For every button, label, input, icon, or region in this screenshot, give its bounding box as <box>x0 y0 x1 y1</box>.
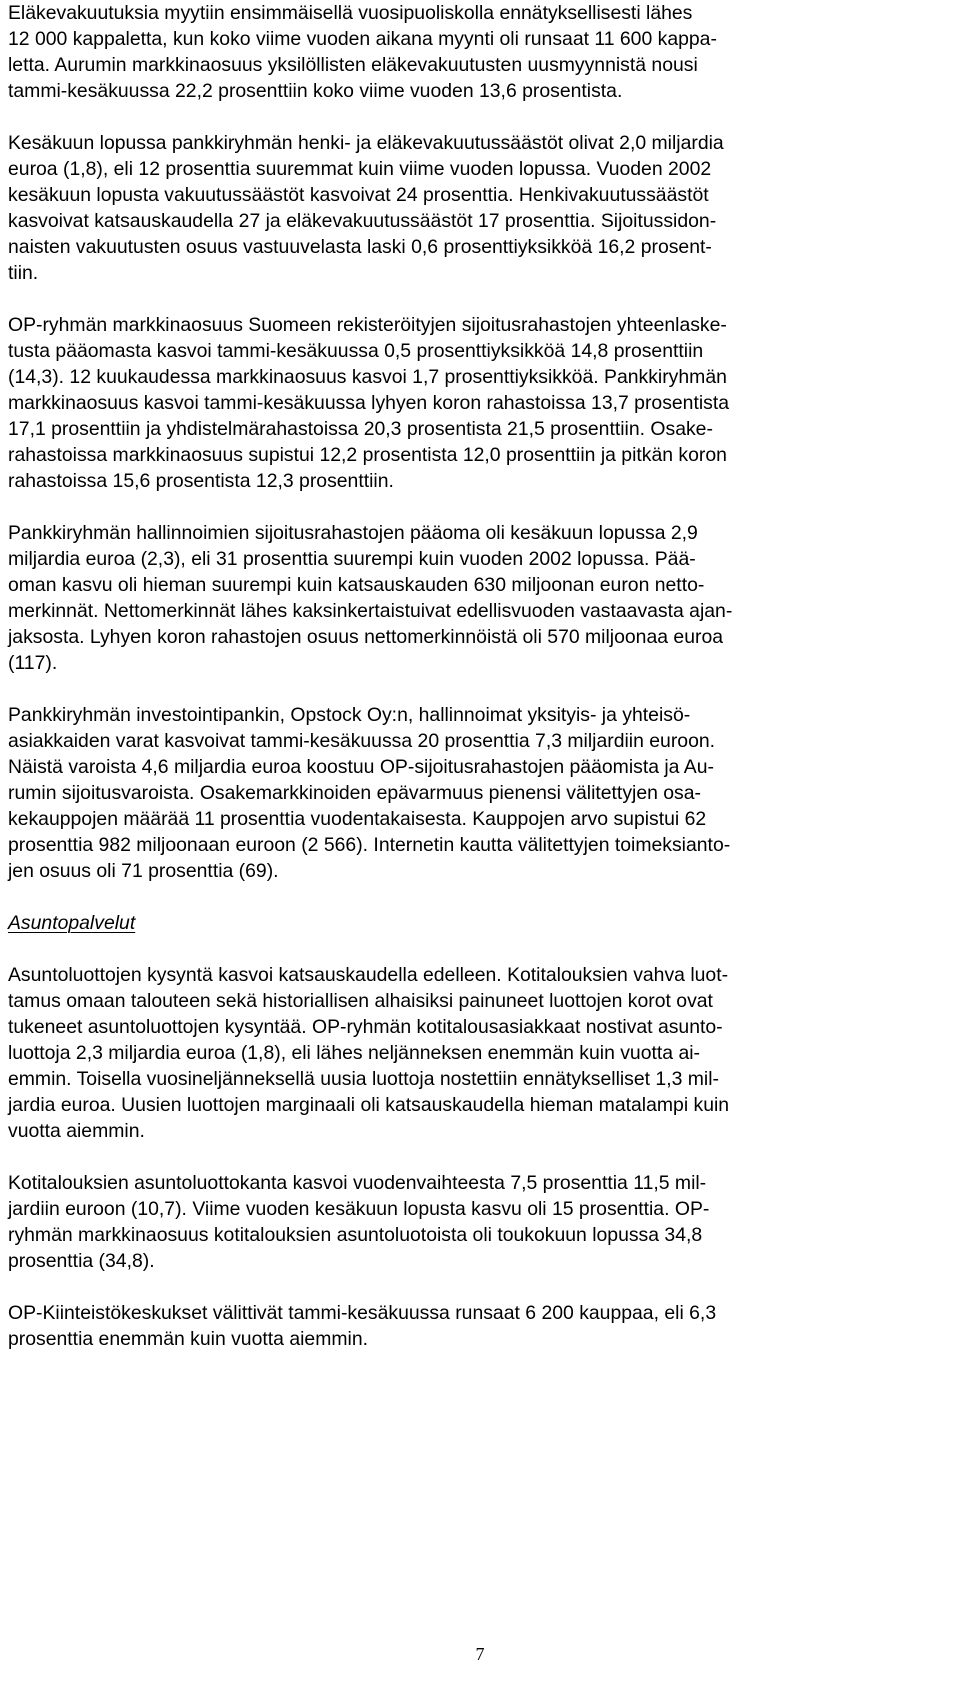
text-line: merkinnät. Nettomerkinnät lähes kaksinkertaistuivat edellisvuoden vastaavasta ajan- <box>8 600 733 622</box>
text-line: asiakkaiden varat kasvoivat tammi-kesäkuussa 20 prosenttia 7,3 miljardiin euroon. <box>8 730 716 752</box>
text-line: OP-Kiinteistökeskukset välittivät tammi-kesäkuussa runsaat 6 200 kauppaa, eli 6,3 <box>8 1302 717 1324</box>
text-line: prosenttia enemmän kuin vuotta aiemmin. <box>8 1328 368 1350</box>
text-line: Pankkiryhmän investointipankin, Opstock Oy:n, hallinnoimat yksityis- ja yhteisö- <box>8 704 691 726</box>
text-line: kesäkuun lopusta vakuutussäästöt kasvoivat 24 prosenttia. Henkivakuutussäästöt <box>8 184 709 206</box>
text-line: rumin sijoitusvaroista. Osakemarkkinoiden epävarmuus pienensi välitettyjen osa- <box>8 782 701 804</box>
text-line: ryhmän markkinaosuus kotitalouksien asuntoluotoista oli toukokuun lopussa 34,8 <box>8 1224 703 1246</box>
text-line: euroa (1,8), eli 12 prosenttia suuremmat kuin viime vuoden lopussa. Vuoden 2002 <box>8 158 712 180</box>
text-line: OP-ryhmän markkinaosuus Suomeen rekisteröityjen sijoitusrahastojen yhteenlaske- <box>8 314 727 336</box>
text-line: emmin. Toisella vuosineljänneksellä uusia luottoja nostettiin ennätykselliset 1,3 mil- <box>8 1068 720 1090</box>
paragraph-housing-loans-demand <box>8 962 948 1144</box>
paragraph-investment-bank <box>8 702 948 884</box>
text-line: jardia euroa. Uusien luottojen marginaali oli katsauskaudella hieman matalampi kuin <box>8 1094 730 1116</box>
text-line: kasvoivat katsauskaudella 27 ja eläkevakuutussäästöt 17 prosenttia. Sijoitussidon- <box>8 210 717 232</box>
page-number: 7 <box>475 1644 485 1664</box>
paragraph-housing-loan-stock <box>8 1170 948 1274</box>
text-line: tusta pääomasta kasvoi tammi-kesäkuussa 0,5 prosenttiyksikköä 14,8 prosenttiin <box>8 340 704 362</box>
paragraph-fund-market-share <box>8 312 948 494</box>
text-line: kekauppojen määrää 11 prosenttia vuodentakaisesta. Kauppojen arvo supistui 62 <box>8 808 707 830</box>
text-line: tammi-kesäkuussa 22,2 prosenttiin koko viime vuoden 13,6 prosentista. <box>8 80 623 102</box>
text-line: oman kasvu oli hieman suurempi kuin katsauskauden 630 miljoonan euron netto- <box>8 574 705 596</box>
paragraph-real-estate-agencies <box>8 1300 948 1352</box>
paragraph-insurance-savings <box>8 130 948 286</box>
text-line: prosenttia (34,8). <box>8 1250 155 1272</box>
text-line: miljardia euroa (2,3), eli 31 prosenttia suurempi kuin vuoden 2002 lopussa. Pää- <box>8 548 696 570</box>
section-heading: Asuntopalvelut <box>8 912 136 934</box>
text-line: (14,3). 12 kuukaudessa markkinaosuus kasvoi 1,7 prosenttiyksikköä. Pankkiryhmän <box>8 366 727 388</box>
text-line: (117). <box>8 652 58 674</box>
text-line: Asuntoluottojen kysyntä kasvoi katsauskaudella edelleen. Kotitalouksien vahva luot- <box>8 964 729 986</box>
text-line: naisten vakuutusten osuus vastuuvelasta laski 0,6 prosenttiyksikköä 16,2 prosent- <box>8 236 712 258</box>
paragraph-life-pension-sales <box>8 0 948 104</box>
text-line: Eläkevakuutuksia myytiin ensimmäisellä vuosipuoliskolla ennätyksellisesti lähes <box>8 2 693 24</box>
text-line: rahastoissa markkinaosuus supistui 12,2 prosentista 12,0 prosenttiin ja pitkän koron <box>8 444 727 466</box>
text-line: 12 000 kappaletta, kun koko viime vuoden aikana myynti oli runsaat 11 600 kappa- <box>8 28 717 50</box>
text-line: Näistä varoista 4,6 miljardia euroa koostuu OP-sijoitusrahastojen pääomista ja Au- <box>8 756 714 778</box>
text-line: luottoja 2,3 miljardia euroa (1,8), eli lähes neljänneksen enemmän kuin vuotta ai- <box>8 1042 700 1064</box>
document-page <box>8 0 948 1378</box>
text-line: rahastoissa 15,6 prosentista 12,3 prosenttiin. <box>8 470 394 492</box>
text-line: letta. Aurumin markkinaosuus yksilöllisten eläkevakuutusten uusmyynnistä nousi <box>8 54 698 76</box>
text-line: tiin. <box>8 262 39 284</box>
text-line: prosenttia 982 miljoonaan euroon (2 566). Internetin kautta välitettyjen toimeksianto- <box>8 834 731 856</box>
text-line: markkinaosuus kasvoi tammi-kesäkuussa lyhyen koron rahastoissa 13,7 prosentista <box>8 392 730 414</box>
section-heading-container <box>8 910 948 936</box>
text-line: 17,1 prosenttiin ja yhdistelmärahastoissa 20,3 prosentista 21,5 prosenttiin. Osake- <box>8 418 713 440</box>
text-line: vuotta aiemmin. <box>8 1120 145 1142</box>
text-line: Pankkiryhmän hallinnoimien sijoitusrahastojen pääoma oli kesäkuun lopussa 2,9 <box>8 522 698 544</box>
text-line: jen osuus oli 71 prosenttia (69). <box>8 860 279 882</box>
text-line: Kotitalouksien asuntoluottokanta kasvoi vuodenvaihteesta 7,5 prosenttia 11,5 mil- <box>8 1172 707 1194</box>
text-line: jardiin euroon (10,7). Viime vuoden kesäkuun lopusta kasvu oli 15 prosenttia. OP- <box>8 1198 710 1220</box>
text-line: Kesäkuun lopussa pankkiryhmän henki- ja eläkevakuutussäästöt olivat 2,0 miljardia <box>8 132 724 154</box>
text-line: tamus omaan talouteen sekä historiallisen alhaisiksi painuneet luottojen korot ovat <box>8 990 713 1012</box>
text-line: jaksosta. Lyhyen koron rahastojen osuus nettomerkinnöistä oli 570 miljoonaa euroa <box>8 626 724 648</box>
paragraph-fund-capital <box>8 520 948 676</box>
text-line: tukeneet asuntoluottojen kysyntää. OP-ryhmän kotitalousasiakkaat nostivat asunto- <box>8 1016 723 1038</box>
